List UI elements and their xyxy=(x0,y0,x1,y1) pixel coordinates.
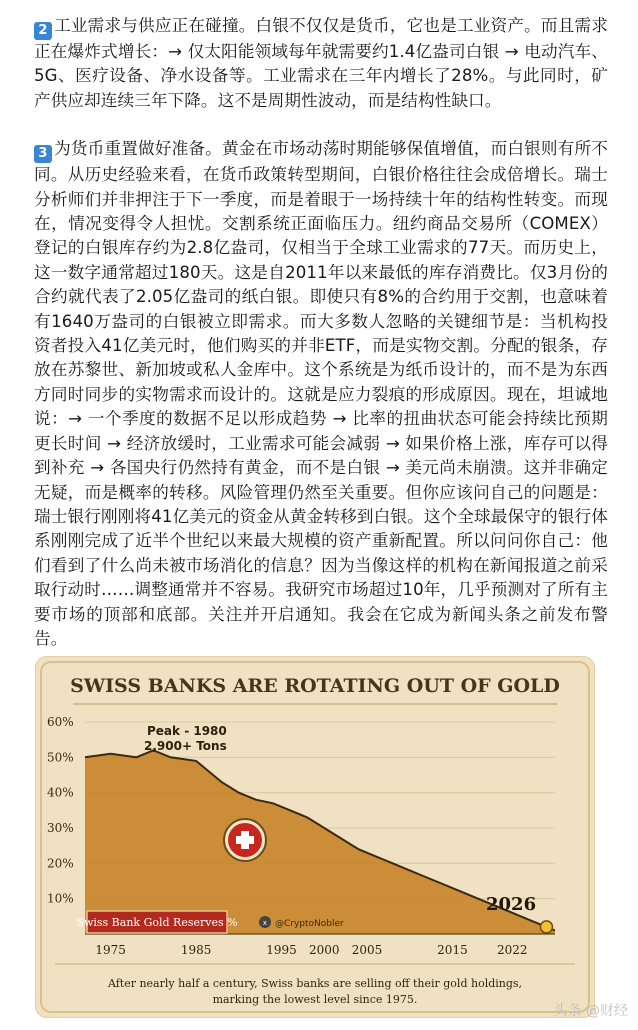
plot-area xyxy=(85,750,555,934)
y-tick-label: 40% xyxy=(47,785,74,800)
legend-label: Swiss Bank Gold Reserves % xyxy=(76,916,238,929)
series-area xyxy=(85,750,555,934)
credit-handle: @CryptoNobler xyxy=(275,919,344,929)
paragraph-2-text: 工业需求与供应正在碰撞。白银不仅仅是货币，它也是工业资产。而且需求正在爆炸式增长：→ 仅太阳能领域每年就需要约1.4亿盎司白银 → 电动汽车、5G、医疗设备、净水设备等。工业需求在三年内增长了28%。与此同时，矿产供应却连续三年下降。这不是周期性波动，而是结构性缺口。 xyxy=(34,16,608,110)
x-tick-label: 2000 xyxy=(308,943,340,957)
chart-title: SWISS BANKS ARE ROTATING OUT OF GOLD xyxy=(70,675,560,697)
y-tick-label: 10% xyxy=(47,891,74,906)
chart-card[interactable] xyxy=(35,656,595,1018)
y-tick-label: 50% xyxy=(47,750,74,765)
legend xyxy=(76,911,237,933)
y-tick-label: 60% xyxy=(47,715,74,729)
peak-annotation-line1: Peak - 1980 xyxy=(147,724,227,738)
peak-annotation-line2: 2,900+ Tons xyxy=(144,739,227,753)
x-tick-label: 2022 xyxy=(496,943,528,957)
number-badge-2: 2 xyxy=(34,22,52,40)
x-tick-label: 1995 xyxy=(266,943,297,957)
paragraph-3-text: 为货币重置做好准备。黄金在市场动荡时期能够保值增值，而白银则有所不同。从历史经验来看，在货币政策转型期间，白银价格往往会成倍增长。瑞士分析师们并非押注于下一季度，而是着眼于一场持续十年的结构性转变。而现在，情况变得令人担忧。交割系统正面临压力。纽约商品交易所（COMEX）登记的白银库存约为2.8亿盎司，仅相当于全球工业需求的77天。而历史上，这一数字通常超过180天。这是自2011年以来最低的库存消费比。仅3月份的合约就代表了2.05亿盎司的纸白银。即使只有8%的合约用于交割，也意味着有1640万盎司的白银被立即需求。而大多数人忽略的关键细节是：当机构投资者投入41亿美元时，他们购买的并非ETF，而是实物交割。分配的银条，存放在苏黎世、新加坡或私人金库中。这个系统是为纸币设计的，而不是为东西方同时同步的实物需求而设计的。这就是应力裂痕的形成原因。现在，坦诚地说：→ 一个季度的数据不足以形成趋势 → 比率的扭曲状态可能会持续比预期更长时间 → 经济放缓时，工业需求可能会减弱 → 如果价格上涨，库存可以得到补充 → 各国央行仍然持有黄金，而不是白银 → 美元尚未崩溃。这并非确定无疑，而是概率的转移。风险管理仍然至关重要。但你应该问自己的问题是：瑞士银行刚刚将41亿美元的资金从黄金转移到白银。这个全球最保守的银行体系刚刚完成了近半个世纪以来最大规模的资产重新配置。所以问问你自己：他们看到了什么尚未被市场消化的信息？因为当像这样的机构在新闻报道之前采取行动时……调整通常并不容易。我研究市场超过10年，几乎预测对了所有主要市场的顶部和底部。关注并开启通知。我会在它成为新闻头条之前发布警告。 xyxy=(34,139,608,648)
x-tick-label: 2015 xyxy=(437,943,468,957)
caption-line-2: marking the lowest level since 1975. xyxy=(212,993,418,1006)
credit-logo-glyph: x xyxy=(262,919,268,927)
end-point-marker xyxy=(540,921,552,933)
caption-line-1: After nearly half a century, Swiss banks are selling off their gold holdings, xyxy=(107,977,523,990)
number-badge-3: 3 xyxy=(34,145,52,163)
swiss-cross-icon xyxy=(224,819,266,861)
end-annotation: 2026 xyxy=(486,894,537,915)
paragraph-2 xyxy=(34,14,608,113)
x-axis xyxy=(95,943,527,957)
chart-svg xyxy=(35,656,595,1018)
watermark: 头条 @财经 xyxy=(553,1003,628,1019)
x-tick-label: 1985 xyxy=(180,943,212,957)
y-tick-label: 20% xyxy=(47,856,74,871)
post-body xyxy=(34,14,608,675)
y-tick-label: 30% xyxy=(47,821,74,835)
x-tick-label: 2005 xyxy=(351,943,383,957)
paragraph-3 xyxy=(34,137,608,651)
x-tick-label: 1975 xyxy=(95,943,126,957)
